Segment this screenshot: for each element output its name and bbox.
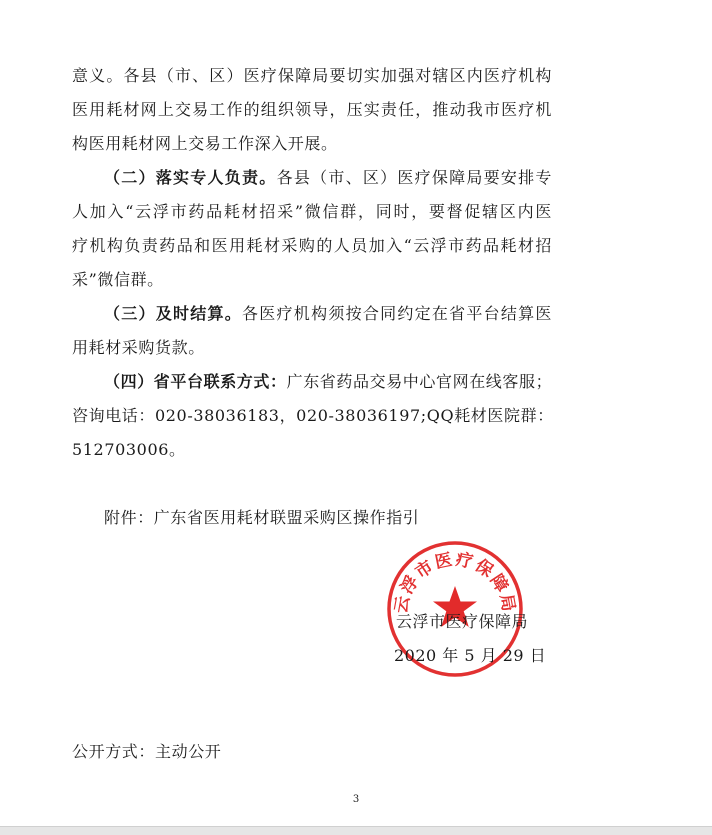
seal-arc-text: 云浮市医疗保障局 bbox=[391, 549, 519, 615]
signature-date: 2020 年 5 月 29 日 bbox=[394, 646, 547, 665]
body-line-6: 疗机构负责药品和医用耗材采购的人员加入“云浮市药品耗材招 bbox=[72, 236, 552, 255]
section-2-text: 各县（市、区）医疗保障局要安排专 bbox=[276, 168, 552, 187]
disclosure-line: 公开方式：主动公开 bbox=[72, 742, 222, 761]
body-line-9: 用耗材采购货款。 bbox=[72, 338, 205, 357]
signature-org: 云浮市医疗保障局 bbox=[396, 612, 529, 631]
body-line-2: 医用耗材网上交易工作的组织领导，压实责任，推动我市医疗机 bbox=[72, 100, 552, 119]
section-4-heading: （四）省平台联系方式： bbox=[104, 372, 287, 391]
body-line-7: 采”微信群。 bbox=[72, 270, 164, 289]
section-3-heading: （三）及时结算。 bbox=[104, 304, 243, 323]
section-4-line bbox=[104, 372, 552, 392]
body-line-1: 意义。各县（市、区）医疗保障局要切实加强对辖区内医疗机构 bbox=[72, 66, 552, 85]
body-line-3: 构医用耗材网上交易工作深入开展。 bbox=[72, 134, 338, 153]
section-3-text: 各医疗机构须按合同约定在省平台结算医 bbox=[242, 304, 552, 323]
section-3-line bbox=[104, 304, 552, 324]
attachment-line: 附件：广东省医用耗材联盟采购区操作指引 bbox=[104, 508, 420, 527]
body-line-11: 咨询电话：020-38036183，020-38036197;QQ耗材医院群： bbox=[72, 406, 554, 425]
body-line-12: 512703006。 bbox=[72, 440, 186, 459]
page-number: 3 bbox=[352, 794, 360, 805]
section-2-heading: （二）落实专人负责。 bbox=[104, 168, 277, 187]
section-4-text: 广东省药品交易中心官网在线客服； bbox=[286, 372, 553, 391]
section-2-line bbox=[104, 168, 552, 188]
body-line-5: 人加入“云浮市药品耗材招采”微信群，同时，要督促辖区内医 bbox=[72, 202, 552, 221]
